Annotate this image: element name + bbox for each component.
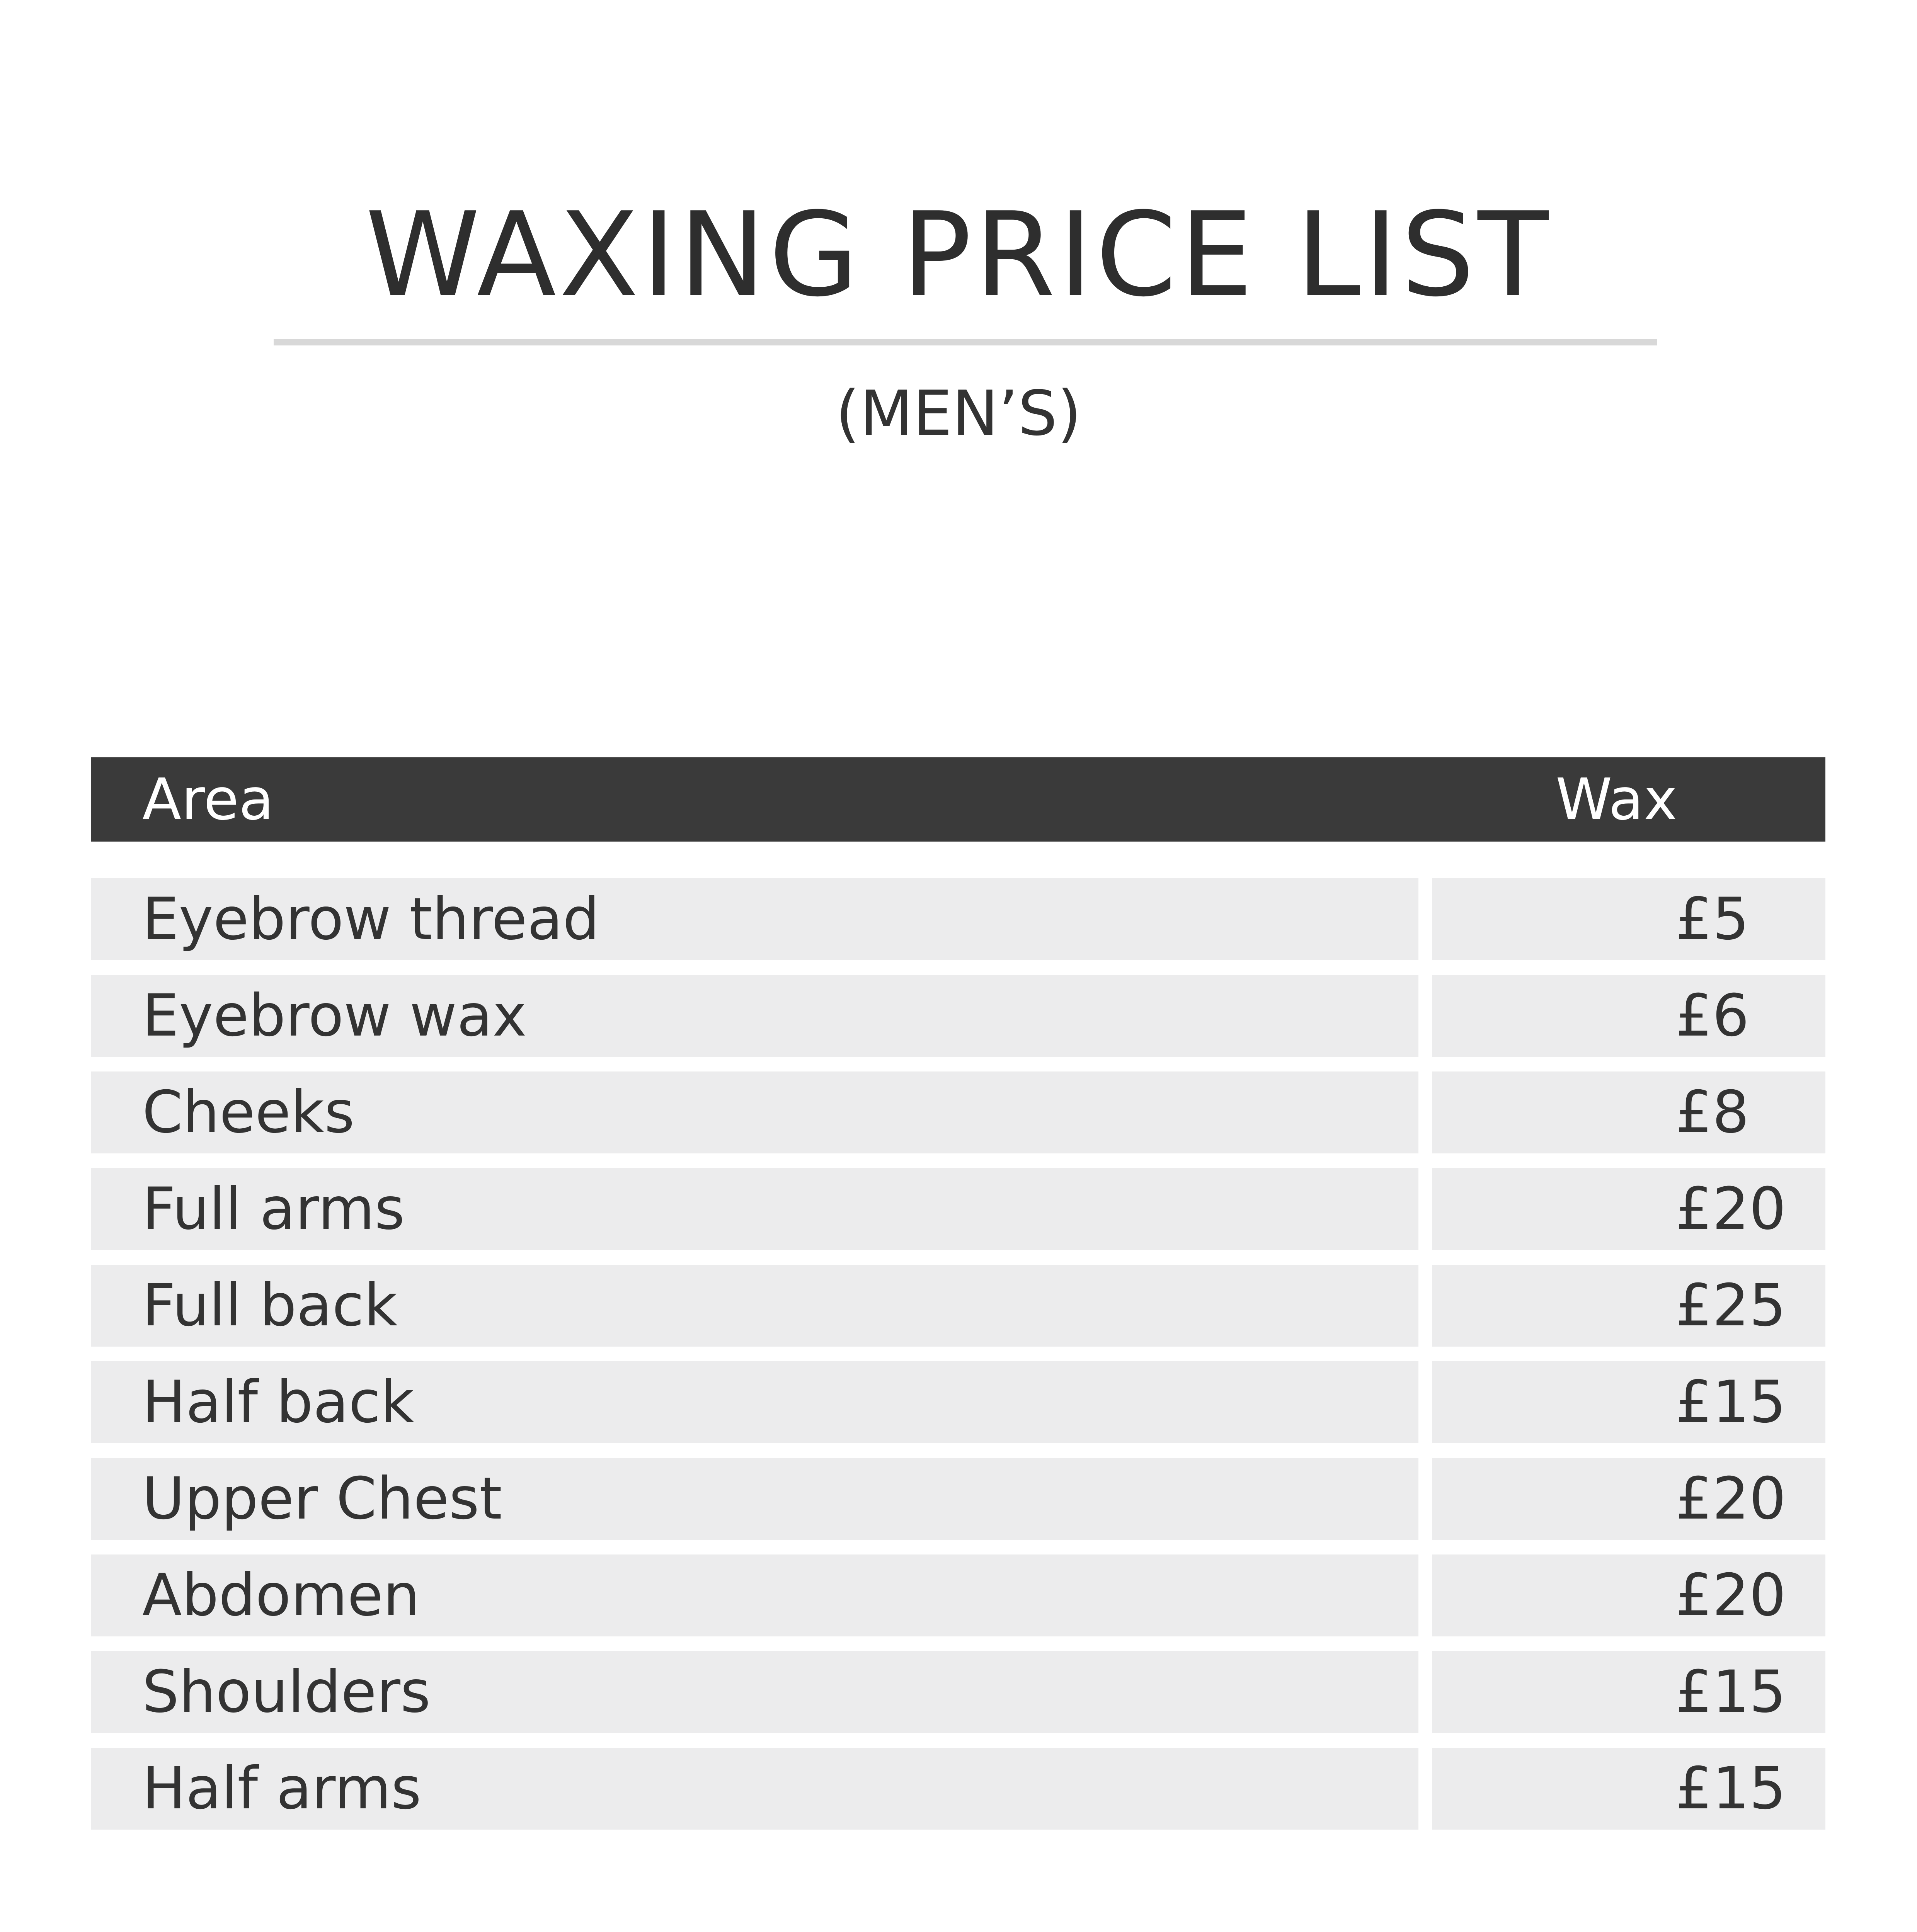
table-row xyxy=(91,1265,1825,1347)
column-header-wax: Wax xyxy=(1556,766,1678,833)
title-divider xyxy=(274,339,1657,345)
area-cell xyxy=(91,1265,1418,1347)
wax-price-cell xyxy=(1432,1748,1825,1830)
area-label: Half arms xyxy=(142,1755,422,1822)
area-label: Full arms xyxy=(142,1175,405,1243)
area-cell xyxy=(91,1458,1418,1540)
wax-price: £15 xyxy=(1675,1658,1786,1726)
wax-price-cell xyxy=(1432,975,1825,1057)
wax-price: £15 xyxy=(1675,1755,1786,1822)
wax-price: £6 xyxy=(1675,982,1749,1049)
area-label: Eyebrow wax xyxy=(142,982,527,1049)
page-title: WAXING PRICE LIST xyxy=(365,187,1552,322)
area-label: Abdomen xyxy=(142,1562,420,1629)
wax-price: £20 xyxy=(1675,1175,1786,1243)
wax-price: £25 xyxy=(1675,1272,1786,1339)
wax-price: £8 xyxy=(1675,1079,1749,1146)
wax-price-cell xyxy=(1432,1071,1825,1153)
area-cell xyxy=(91,1361,1418,1443)
wax-price-cell xyxy=(1432,1168,1825,1250)
table-row xyxy=(91,1554,1825,1636)
wax-price: £5 xyxy=(1675,886,1749,953)
area-cell xyxy=(91,1554,1418,1636)
area-cell xyxy=(91,975,1418,1057)
price-table-header xyxy=(91,757,1825,842)
wax-price-cell xyxy=(1432,1361,1825,1443)
wax-price-cell xyxy=(1432,1651,1825,1733)
area-label: Half back xyxy=(142,1369,414,1436)
area-label: Cheeks xyxy=(142,1079,355,1146)
wax-price-cell xyxy=(1432,878,1825,960)
table-row xyxy=(91,1651,1825,1733)
table-row xyxy=(91,1071,1825,1153)
area-label: Eyebrow thread xyxy=(142,886,600,953)
area-label: Full back xyxy=(142,1272,398,1339)
wax-price: £20 xyxy=(1675,1465,1786,1532)
table-row xyxy=(91,878,1825,960)
area-cell xyxy=(91,1168,1418,1250)
table-row xyxy=(91,975,1825,1057)
area-cell xyxy=(91,878,1418,960)
area-label: Shoulders xyxy=(142,1658,431,1726)
wax-price-cell xyxy=(1432,1265,1825,1347)
area-cell xyxy=(91,1651,1418,1733)
area-label: Upper Chest xyxy=(142,1465,502,1532)
area-cell xyxy=(91,1748,1418,1830)
table-row xyxy=(91,1361,1825,1443)
wax-price-cell xyxy=(1432,1458,1825,1540)
wax-price-cell xyxy=(1432,1554,1825,1636)
page-subtitle: (MEN’S) xyxy=(835,377,1082,449)
table-row xyxy=(91,1168,1825,1250)
price-table-body xyxy=(91,878,1825,1844)
wax-price: £15 xyxy=(1675,1369,1786,1436)
column-header-area: Area xyxy=(142,766,274,833)
area-cell xyxy=(91,1071,1418,1153)
table-row xyxy=(91,1748,1825,1830)
table-row xyxy=(91,1458,1825,1540)
wax-price: £20 xyxy=(1675,1562,1786,1629)
